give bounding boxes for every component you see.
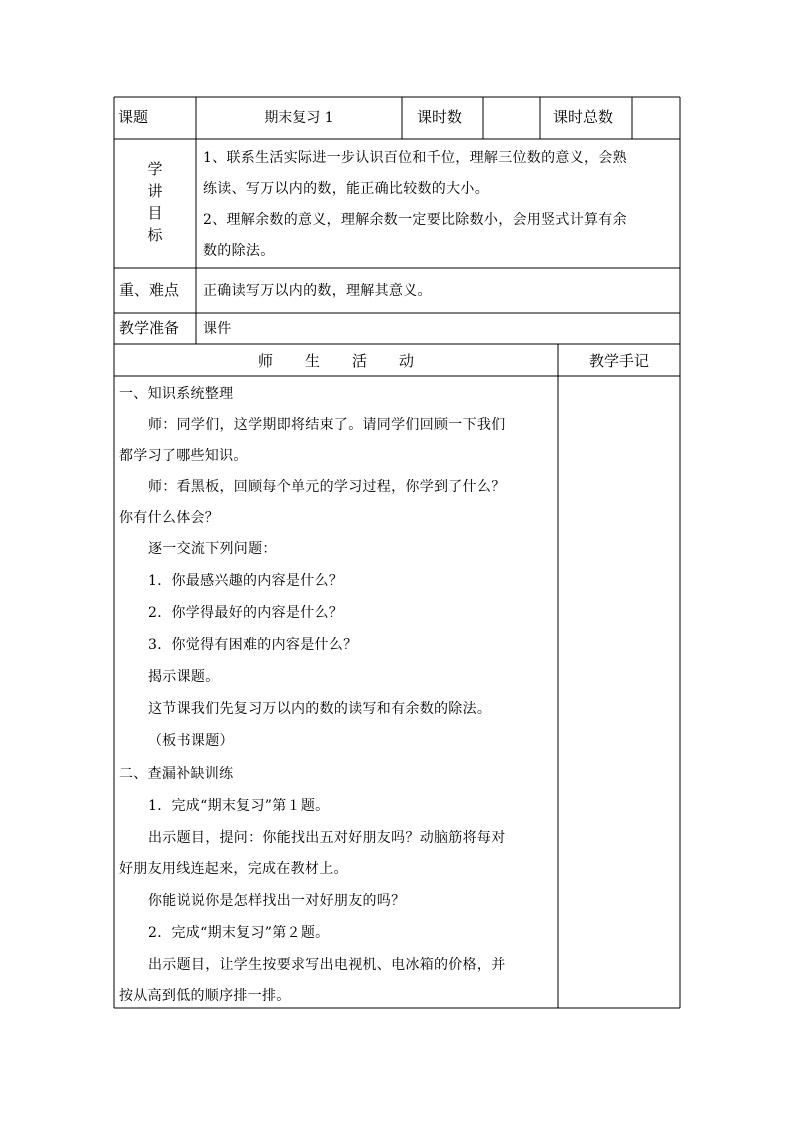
objectives-label (140, 158, 170, 246)
activity-line: （板书课题） (148, 733, 234, 749)
activity-line: 这节课我们先复习万以内的数的读写和有余数的除法。 (148, 701, 492, 717)
key-points-value: 正确读写万以内的数，理解其意义。 (203, 283, 432, 299)
activity-line: 都学习了哪些知识。 (119, 448, 248, 464)
section-heading: 二、查漏补缺训练 (119, 766, 234, 782)
objective-line: 2、理解余数的意义，理解余数一定要比除数小，会用竖式计算有余 (203, 212, 627, 228)
activity-line: 出示题目，让学生按要求写出电视机、电冰箱的价格，并 (148, 957, 506, 973)
objective-line: 数的除法。 (203, 243, 275, 259)
topic-label: 课题 (118, 108, 149, 126)
activity-line: 你能说说你是怎样找出一对好朋友的吗？ (148, 893, 406, 909)
activity-line: 出示题目，提问：你能找出五对好朋友吗？动脑筋将每对 (148, 830, 506, 846)
activity-line: 师：同学们，这学期即将结束了。请同学们回顾一下我们 (148, 417, 506, 433)
objectives-label-char: 标 (147, 226, 163, 244)
activity-line: 按从高到低的顺序排一排。 (119, 988, 291, 1004)
activity-line: 逐一交流下列问题： (148, 541, 277, 557)
activities-header: 师生活动 (257, 352, 446, 370)
objectives-label-char: 目 (147, 204, 163, 222)
activity-line: 1．你最感兴趣的内容是什么？ (148, 573, 344, 589)
objectives-label-char: 讲 (147, 182, 163, 200)
activity-line: 1．完成“期末复习”第１题。 (148, 798, 330, 814)
key-points-label: 重、难点 (119, 281, 180, 299)
activity-line: 好朋友用线连起来，完成在教材上。 (119, 861, 348, 877)
objectives-label-char: 学 (147, 160, 163, 178)
objective-line: 1、联系生活实际进一步认识百位和千位，理解三位数的意义，会熟 (203, 150, 627, 166)
activity-line: 2．你学得最好的内容是什么？ (148, 605, 344, 621)
activity-line: 你有什么体会？ (119, 510, 220, 526)
activity-line: 2．完成“期末复习”第２题。 (148, 925, 330, 941)
total-hours-label: 课时总数 (553, 108, 614, 126)
topic-value: 期末复习 1 (264, 110, 334, 126)
hours-label: 课时数 (417, 108, 463, 126)
notes-header: 教学手记 (588, 352, 649, 370)
preparation-value: 课件 (203, 321, 232, 337)
activity-line: 3．你觉得有困难的内容是什么？ (148, 637, 358, 653)
activity-line: 揭示课题。 (148, 669, 220, 685)
objective-line: 练读、写万以内的数，能正确比较数的大小。 (203, 181, 489, 197)
section-heading: 一、知识系统整理 (119, 386, 234, 402)
activity-line: 师：看黑板，回顾每个单元的学习过程，你学到了什么？ (148, 479, 506, 495)
preparation-label: 教学准备 (119, 319, 180, 337)
